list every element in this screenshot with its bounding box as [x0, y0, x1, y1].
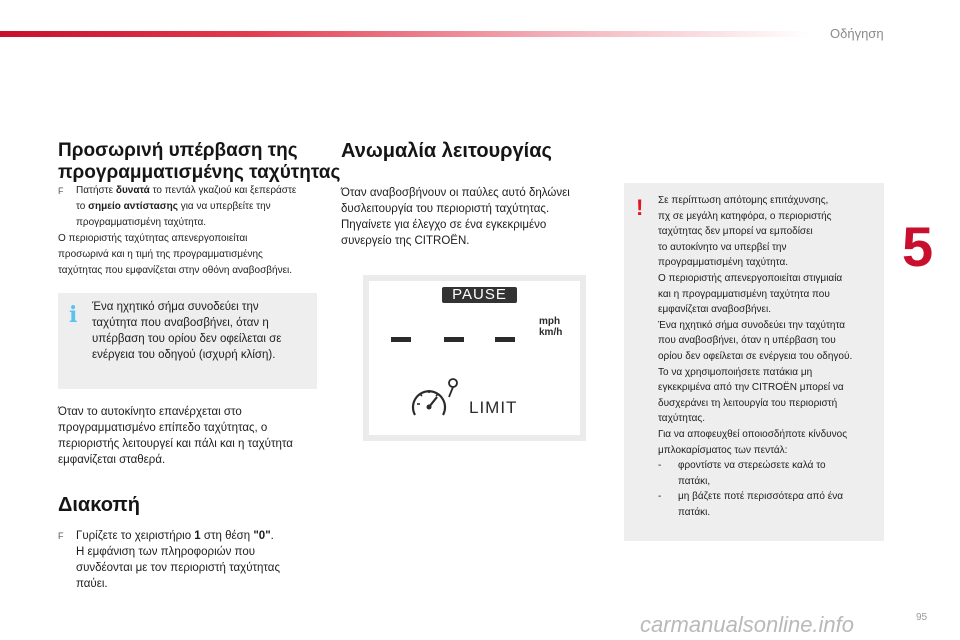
warning-icon: ! — [636, 195, 644, 220]
override-instruction — [58, 183, 320, 279]
warning-line: πχ σε μεγάλη κατηφόρα, ο περιοριστής — [658, 210, 832, 222]
stop-bold: "0" — [253, 530, 271, 542]
instr-bold: δυνατά — [115, 185, 150, 196]
warning-line: εμφανίζεται αναβοσβήνει. — [658, 304, 771, 316]
warning-line: και η προγραμματισμένη ταχύτητα που — [658, 288, 830, 300]
limit-label: LIMIT — [469, 398, 518, 417]
warning-note — [624, 183, 884, 541]
instr-text: Πατήστε — [76, 185, 116, 196]
return-line: περιοριστής λειτουργεί και πάλι και η ταχύτητα — [58, 438, 293, 450]
warning-line: Ο περιοριστής απενεργοποιείται στιγμιαία — [658, 272, 843, 284]
unit-kmh: km/h — [539, 327, 563, 338]
stop-text: παύει. — [76, 578, 108, 590]
override-description — [58, 231, 320, 279]
page-number: 95 — [916, 612, 928, 623]
section-title — [58, 140, 340, 184]
warning-line: δυσχεράνει τη λειτουργία του περιοριστή — [658, 397, 838, 409]
warning-line: το αυτοκίνητο να υπερβεί την — [658, 241, 787, 253]
bullet-icon: F — [58, 186, 64, 196]
info-text — [92, 299, 312, 363]
instr-text: προγραμματισμένη ταχύτητα. — [76, 217, 207, 228]
list-dash: - — [658, 491, 662, 503]
info-note — [58, 293, 317, 389]
warning-line: μπλοκαρίσματος των πεντάλ: — [658, 444, 788, 456]
list-text: μη βάζετε ποτέ περισσότερα από ένα — [678, 491, 843, 503]
speed-dash — [444, 337, 464, 342]
title-line-2: προγραμματισμένης ταχύτητας — [58, 162, 341, 183]
instr-text: το — [76, 201, 89, 212]
stop-instruction — [58, 528, 320, 592]
stop-text: Η εμφάνιση των πληροφοριών που — [76, 546, 256, 558]
warning-text — [658, 193, 880, 520]
warning-line: Το να χρησιμοποιήσετε πατάκια μη — [658, 366, 813, 378]
malfunction-line: Πηγαίνετε για έλεγχο σε ένα εγκεκριμένο — [341, 219, 547, 231]
info-icon: i — [69, 302, 78, 328]
pause-badge: PAUSE — [442, 287, 517, 303]
warning-line: προγραμματισμένη ταχύτητα. — [658, 257, 789, 269]
stop-text: Γυρίζετε το χειριστήριο — [76, 530, 195, 542]
malfunction-line: δυσλειτουργία του περιοριστή ταχύτητας. — [341, 203, 550, 215]
stop-bold: 1 — [194, 530, 201, 542]
section-label: Οδήγηση — [830, 26, 884, 41]
warning-line: Σε περίπτωση απότομης επιτάχυνσης, — [658, 195, 829, 206]
malfunction-paragraph — [341, 185, 611, 249]
warning-line: εγκεκριμένα από την CITROËN μπορεί να — [658, 382, 844, 394]
unit-mph: mph — [539, 316, 561, 327]
display-screen — [369, 281, 580, 435]
desc-line: προσωρινά και η τιμή της προγραμματισμένης — [58, 249, 263, 260]
warning-line: ταχύτητας. — [658, 413, 706, 425]
info-line: ταχύτητα που αναβοσβήνει, όταν η — [92, 317, 269, 329]
warning-line: Ένα ηχητικό σήμα συνοδεύει την ταχύτητα — [658, 319, 846, 331]
title-line-1: Προσωρινή υπέρβαση της — [58, 140, 298, 161]
speed-limiter-icon — [409, 377, 461, 419]
info-line: ενέργεια του οδηγού (ισχυρή κλίση). — [92, 349, 276, 361]
watermark: carmanualsonline.info — [640, 612, 855, 637]
bullet-icon: F — [58, 531, 64, 541]
speed-dash — [391, 337, 411, 342]
header-accent-bar — [0, 31, 810, 37]
warning-line: Για να αποφευχθεί οποιοσδήποτε κίνδυνος — [658, 428, 848, 440]
list-text: πατάκι, — [678, 475, 711, 487]
desc-line: Ο περιοριστής ταχύτητας απενεργοποιείται — [58, 233, 248, 244]
list-dash: - — [658, 460, 662, 472]
warning-line: ταχύτητας δεν μπορεί να εμποδίσει — [658, 226, 813, 238]
stop-text: στη θέση — [200, 530, 254, 542]
malfunction-title: Ανωμαλία λειτουργίας — [341, 140, 552, 162]
chapter-number: 5 — [902, 215, 934, 278]
instr-bold: σημείο αντίστασης — [88, 201, 178, 212]
instr-text: για να υπερβείτε την — [177, 201, 271, 212]
list-text: φροντίστε να στερεώσετε καλά το — [678, 460, 826, 472]
return-line: εμφανίζεται σταθερά. — [58, 454, 166, 466]
return-line: Όταν το αυτοκίνητο επανέρχεται στο — [58, 406, 242, 418]
list-text: πατάκι. — [678, 506, 711, 518]
warning-list-item — [658, 458, 880, 474]
info-line: Ένα ηχητικό σήμα συνοδεύει την — [92, 301, 259, 313]
return-paragraph — [58, 404, 320, 468]
instr-text: το πεντάλ γκαζιού και ξεπεράστε — [149, 185, 297, 196]
warning-list-item — [658, 489, 880, 505]
speed-dash — [495, 337, 515, 342]
instrument-display-illustration — [363, 275, 586, 441]
return-line: προγραμματισμένο επίπεδο ταχύτητας, ο — [58, 422, 268, 434]
desc-line: ταχύτητας που εμφανίζεται στην οθόνη αναβοσβήνει. — [58, 265, 293, 276]
malfunction-line: συνεργείο της CITROËN. — [341, 235, 470, 247]
stop-title: Διακοπή — [58, 494, 140, 516]
stop-text: . — [270, 530, 274, 542]
warning-line: ορίου δεν οφείλεται σε ενέργεια του οδηγού. — [658, 350, 853, 362]
info-line: υπέρβαση του ορίου δεν οφείλεται σε — [92, 333, 282, 345]
malfunction-line: Όταν αναβοσβήνουν οι παύλες αυτό δηλώνει — [341, 187, 570, 199]
stop-text: συνδέονται με τον περιοριστή ταχύτητας — [76, 562, 281, 574]
warning-line: που αναβοσβήνει, όταν η υπέρβαση του — [658, 335, 836, 347]
